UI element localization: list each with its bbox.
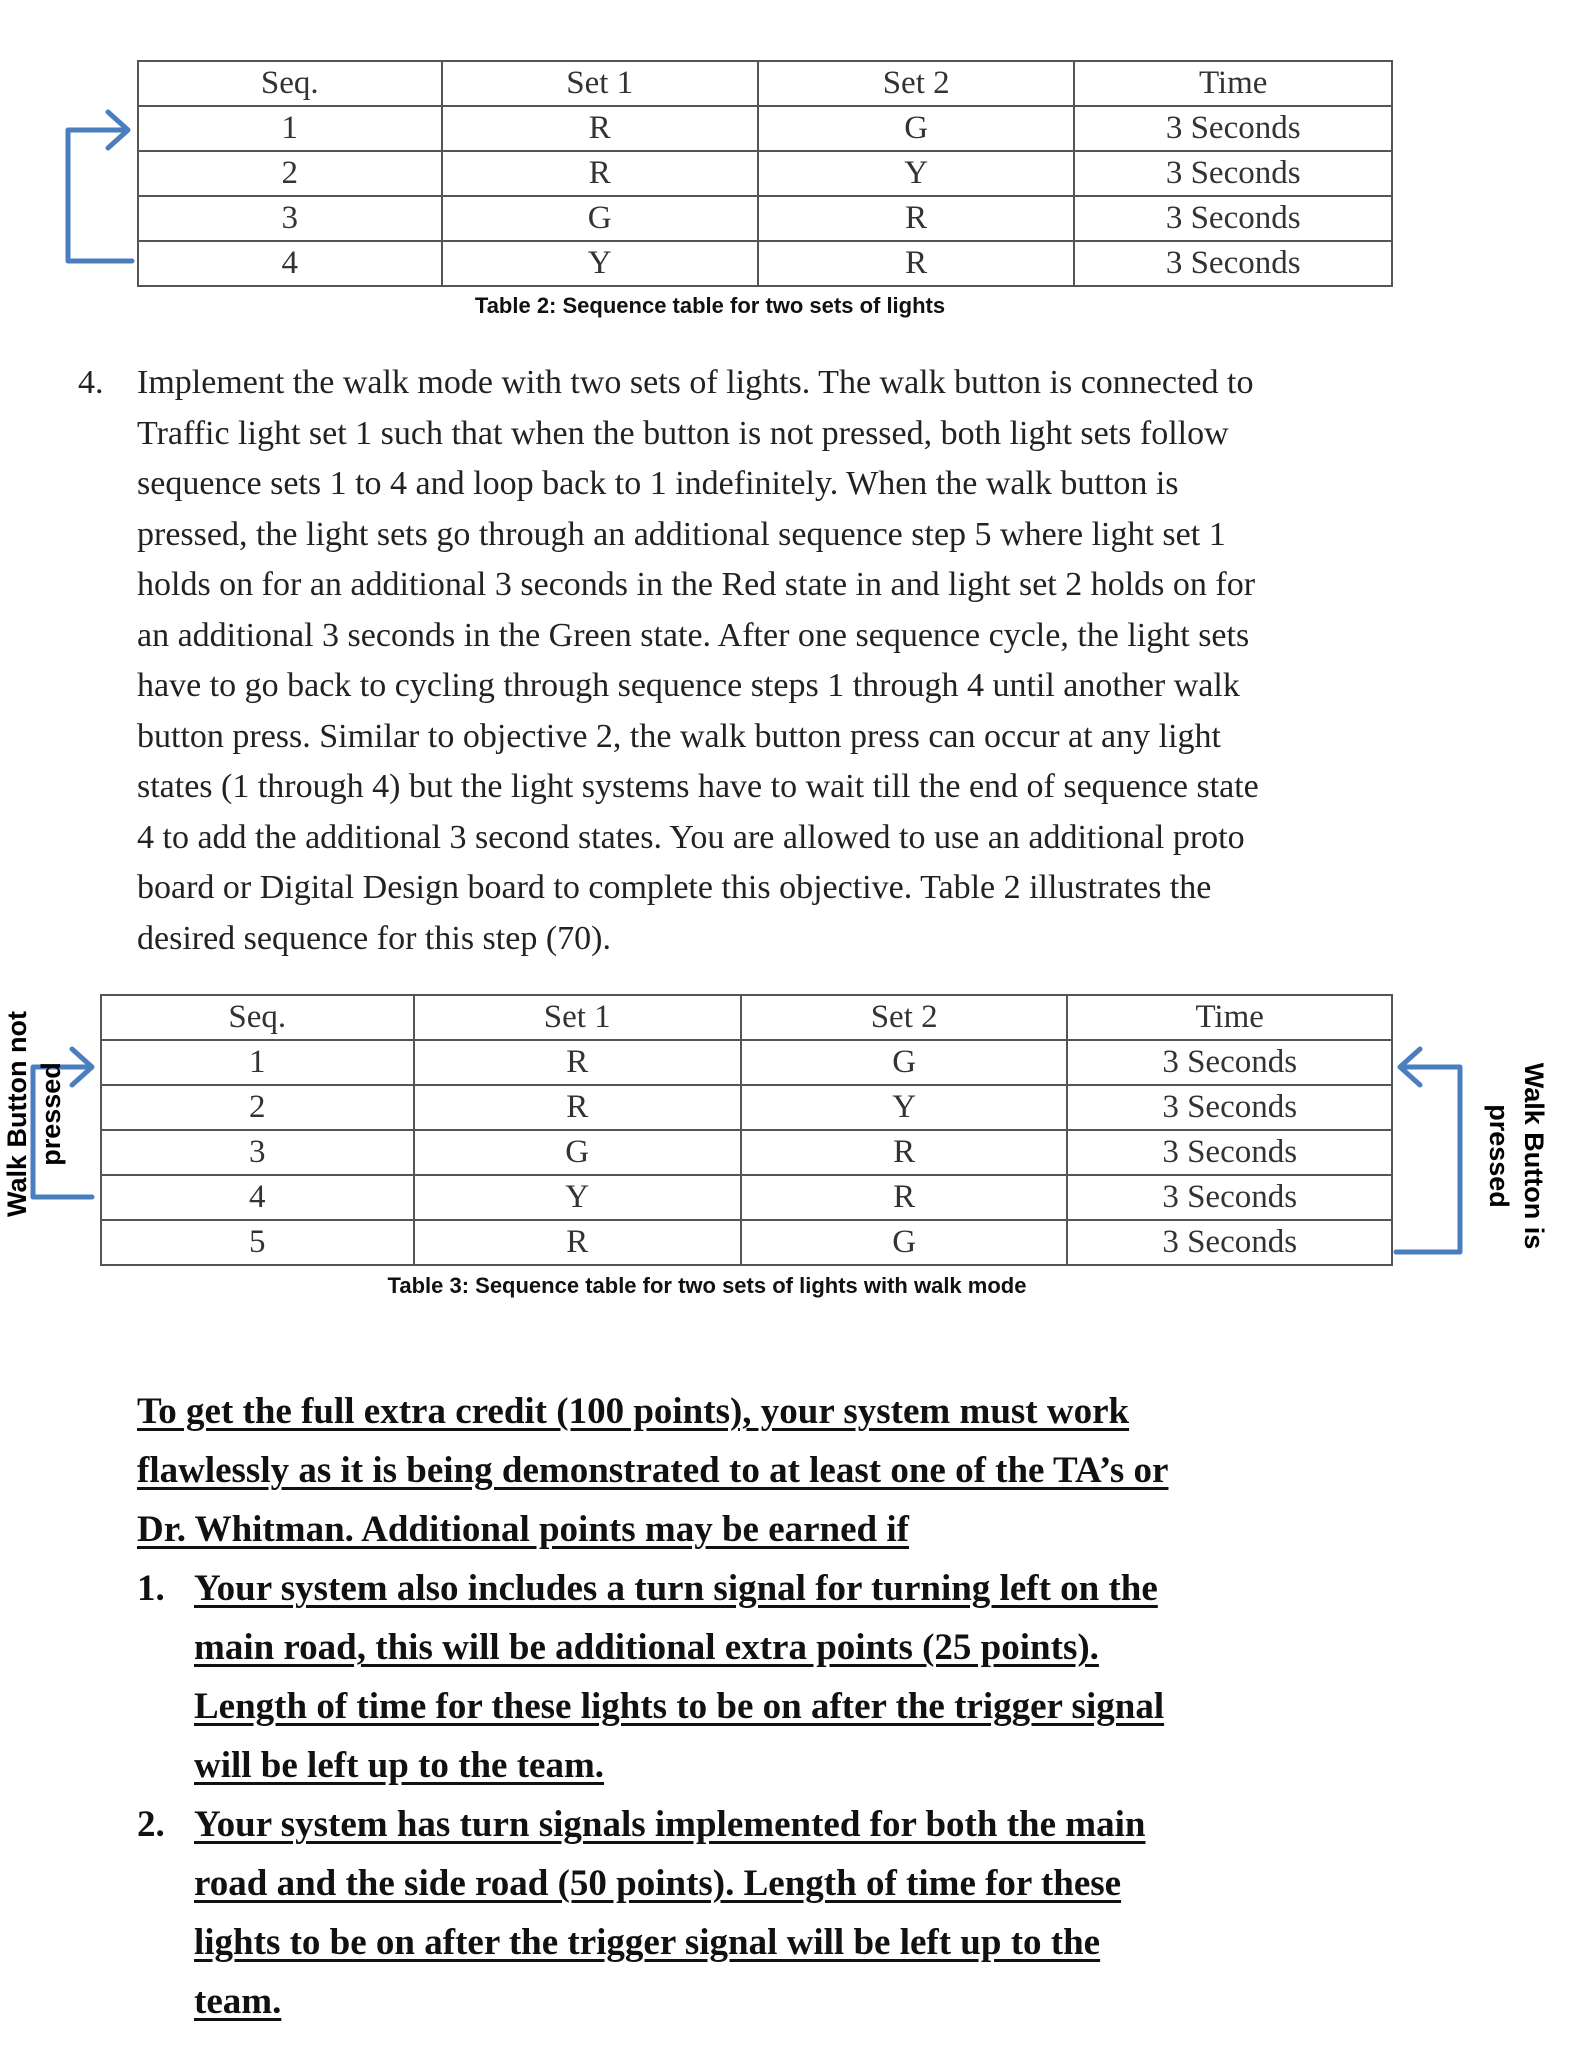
cell: 3 Seconds (1074, 241, 1392, 286)
header-set2: Set 2 (758, 61, 1074, 106)
extra-credit-intro (137, 1382, 1168, 1559)
sequence-table-2 (137, 60, 1393, 287)
item-line: Length of time for these lights to be on after the trigger signal (194, 1686, 1165, 1727)
cell: 4 (138, 241, 442, 286)
cell: Y (758, 151, 1074, 196)
cell: 3 Seconds (1067, 1130, 1392, 1175)
walk-not-pressed-label-line2: pressed (36, 1062, 66, 1166)
cell: R (442, 151, 758, 196)
cell: G (442, 196, 758, 241)
table-row (101, 1130, 1392, 1175)
cell: R (758, 241, 1074, 286)
intro-line: To get the full extra credit (100 points), your system must work (137, 1391, 1130, 1432)
header-set1: Set 1 (442, 61, 758, 106)
item-number-1: 1. (137, 1568, 165, 1609)
item-line: road and the side road (50 points). Length of time for these (194, 1863, 1122, 1904)
item-number-2: 2. (137, 1804, 165, 1845)
paragraph-line: have to go back to cycling through sequence steps 1 through 4 until another walk (137, 667, 1240, 704)
item-line: Your system also includes a turn signal for turning left on the (194, 1568, 1158, 1609)
cell: R (442, 106, 758, 151)
objective-number: 4. (78, 364, 104, 401)
header-seq: Seq. (101, 995, 414, 1040)
table2-caption: Table 2: Sequence table for two sets of lights (474, 293, 946, 318)
cell: 3 Seconds (1067, 1175, 1392, 1220)
cell: 3 Seconds (1067, 1040, 1392, 1085)
paragraph-line: board or Digital Design board to complete this objective. Table 2 illustrates the (137, 869, 1212, 906)
cell: 3 (138, 196, 442, 241)
extra-credit-item-2 (194, 1795, 1145, 2031)
walk-pressed-label-line2: pressed (1484, 1104, 1514, 1208)
cell: 3 Seconds (1067, 1220, 1392, 1265)
header-seq: Seq. (138, 61, 442, 106)
table-row (138, 151, 1392, 196)
cell: 3 Seconds (1067, 1085, 1392, 1130)
table-row (138, 196, 1392, 241)
cell: R (758, 196, 1074, 241)
cell: 3 Seconds (1074, 196, 1392, 241)
table-row (101, 1085, 1392, 1130)
cell: 5 (101, 1220, 414, 1265)
paragraph-line: an additional 3 seconds in the Green state. After one sequence cycle, the light sets (137, 616, 1250, 654)
header-time: Time (1074, 61, 1392, 106)
item-line: lights to be on after the trigger signal will be left up to the (194, 1922, 1101, 1963)
paragraph-line: Implement the walk mode with two sets of lights. The walk button is connected to (137, 364, 1254, 401)
item-line: will be left up to the team. (194, 1745, 605, 1786)
walk-not-pressed-label-line1: Walk Button not (2, 1011, 32, 1217)
cell: G (758, 106, 1074, 151)
cell: R (414, 1220, 741, 1265)
header-set1: Set 1 (414, 995, 741, 1040)
cell: 3 (101, 1130, 414, 1175)
cell: 2 (101, 1085, 414, 1130)
walk-pressed-label-line1: Walk Button is (1519, 1062, 1549, 1250)
cell: 1 (138, 106, 442, 151)
paragraph-line: pressed, the light sets go through an additional sequence step 5 where light set 1 (137, 515, 1226, 553)
cell: Y (741, 1085, 1067, 1130)
cell: 2 (138, 151, 442, 196)
paragraph-line: 4 to add the additional 3 second states. You are allowed to use an additional proto (137, 818, 1245, 856)
header-set2: Set 2 (741, 995, 1067, 1040)
sequence-table-3 (100, 994, 1393, 1266)
table-row (138, 241, 1392, 286)
objective-4-paragraph (137, 358, 1259, 964)
header-time: Time (1067, 995, 1392, 1040)
paragraph-line: states (1 through 4) but the light systems have to wait till the end of sequence state (137, 768, 1259, 805)
item-line: team. (194, 1981, 282, 2022)
cell: G (741, 1040, 1067, 1085)
cell: 4 (101, 1175, 414, 1220)
cell: R (414, 1040, 741, 1085)
cell: 1 (101, 1040, 414, 1085)
cell: Y (414, 1175, 741, 1220)
cell: R (414, 1085, 741, 1130)
paragraph-line: Traffic light set 1 such that when the button is not pressed, both light sets follow (137, 414, 1229, 452)
table-row (138, 106, 1392, 151)
cell: G (414, 1130, 741, 1175)
cell: Y (442, 241, 758, 286)
cell: 3 Seconds (1074, 106, 1392, 151)
intro-line: flawlessly as it is being demonstrated to at least one of the TA’s or (137, 1450, 1169, 1491)
paragraph-line: button press. Similar to objective 2, the walk button press can occur at any light (137, 717, 1221, 755)
paragraph-line: desired sequence for this step (70). (137, 919, 611, 957)
cell: G (741, 1220, 1067, 1265)
table2-loop-arrow-icon (68, 112, 132, 261)
table-header-row (101, 995, 1392, 1040)
cell: R (741, 1130, 1067, 1175)
item-line: Your system has turn signals implemented for both the main (194, 1804, 1146, 1845)
table3-right-loop-arrow-icon (1396, 1049, 1460, 1252)
table-row (101, 1175, 1392, 1220)
table-row (101, 1040, 1392, 1085)
table3-caption: Table 3: Sequence table for two sets of lights with walk mode (387, 1273, 1027, 1298)
extra-credit-item-1 (194, 1559, 1164, 1795)
paragraph-line: sequence sets 1 to 4 and loop back to 1 indefinitely. When the walk button is (137, 465, 1179, 502)
item-line: main road, this will be additional extra points (25 points). (194, 1627, 1099, 1668)
table-header-row (138, 61, 1392, 106)
intro-line: Dr. Whitman. Additional points may be earned if (137, 1509, 909, 1550)
cell: R (741, 1175, 1067, 1220)
paragraph-line: holds on for an additional 3 seconds in the Red state in and light set 2 holds on for (137, 566, 1256, 603)
cell: 3 Seconds (1074, 151, 1392, 196)
table-row (101, 1220, 1392, 1265)
